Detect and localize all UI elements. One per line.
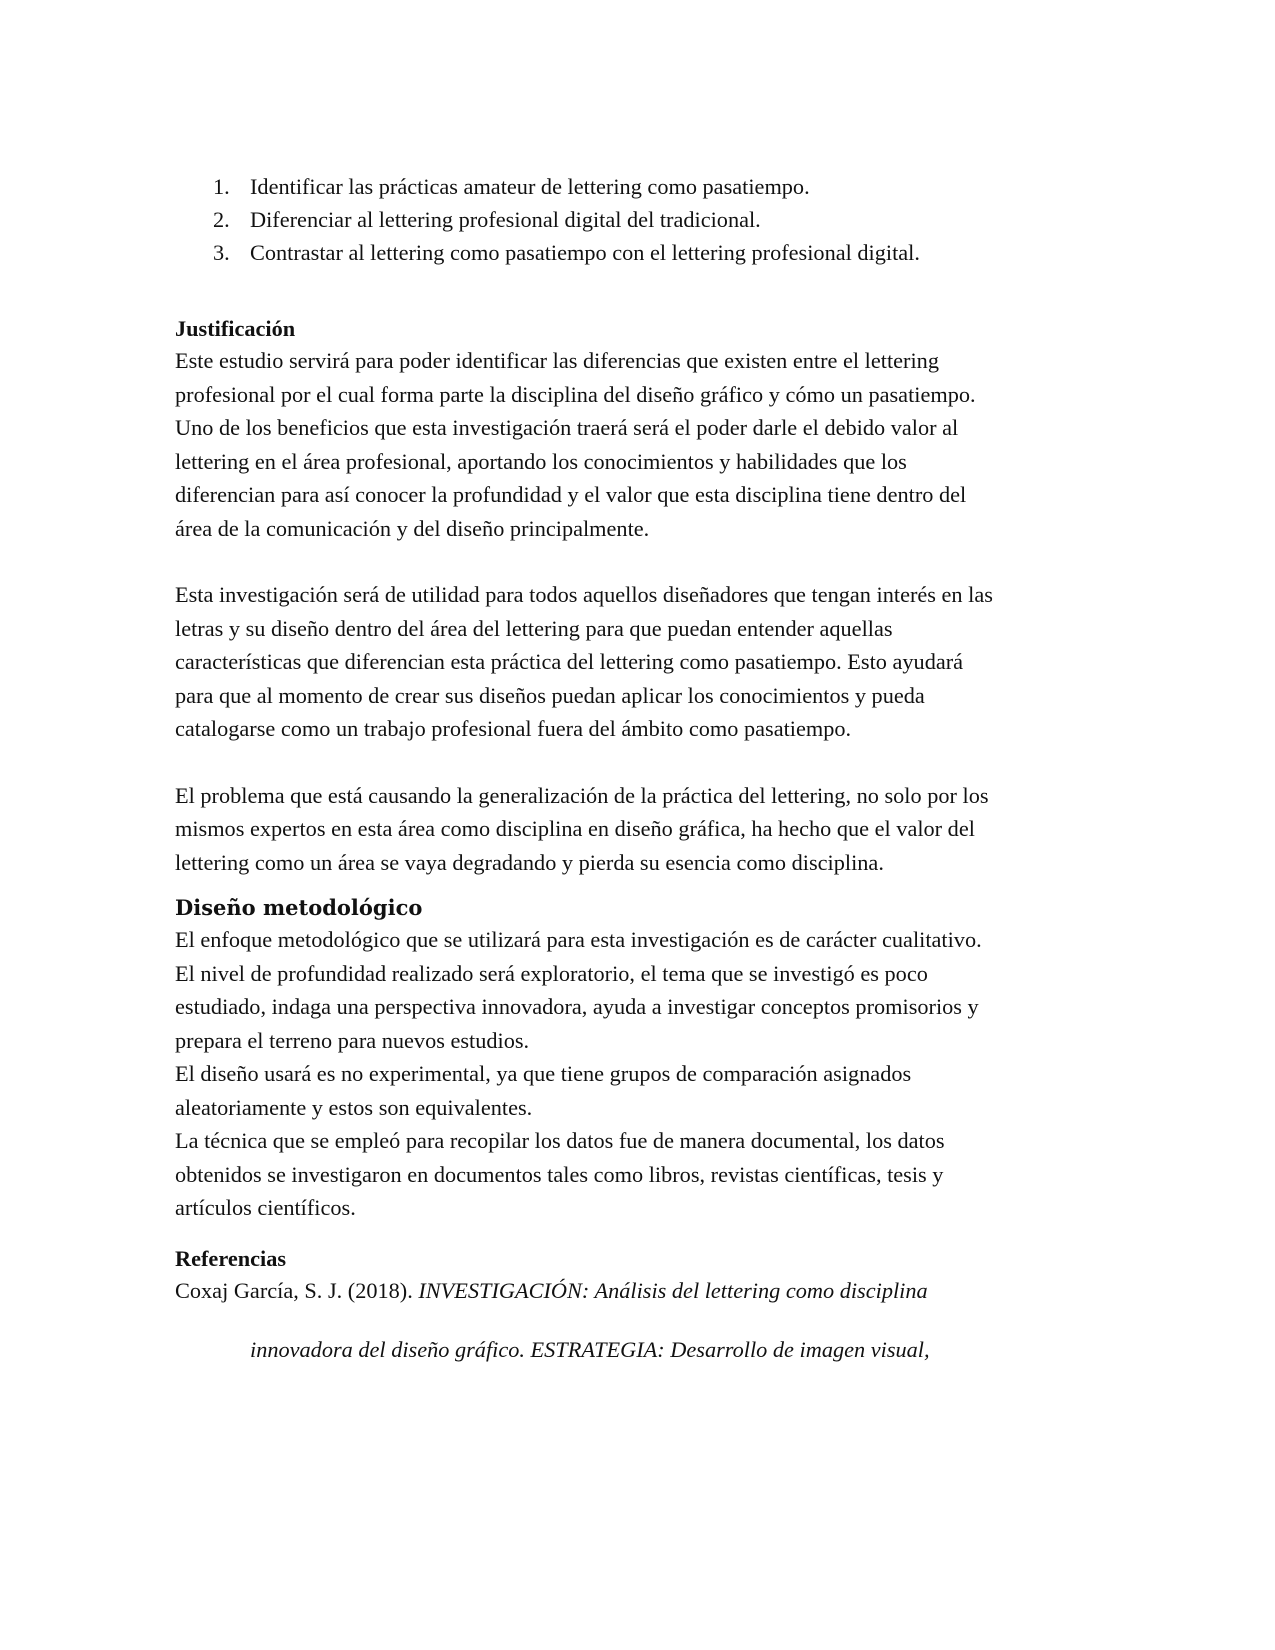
text-line: Esta investigación será de utilidad para todos aquellos diseñadores que tengan interés en las [175, 582, 993, 607]
text-line: aleatoriamente y estos son equivalentes. [175, 1094, 533, 1120]
objectives-list [175, 170, 1125, 269]
text-line: La técnica que se empleó para recopilar los datos fue de manera documental, los datos [175, 1128, 945, 1153]
justification-section [175, 314, 1135, 879]
methodology-paragraph [175, 923, 1135, 1225]
reference-title-continuation: innovadora del diseño gráfico. ESTRATEGIA: Desarrollo de imagen visual, [250, 1337, 930, 1362]
justification-heading: Justificación [175, 316, 296, 341]
text-line: Uno de los beneficios que esta investigación traerá será el poder darle el debido valor al [175, 415, 959, 440]
justification-paragraph-3 [175, 779, 1135, 880]
text-line: estudiado, indaga una perspectiva innovadora, ayuda a investigar conceptos promisorios y [175, 994, 979, 1019]
text-line: mismos expertos en esta área como disciplina en diseño gráfica, ha hecho que el valor del [175, 816, 975, 841]
text-line: El enfoque metodológico que se utilizará para esta investigación es de carácter cualitativo. [175, 927, 982, 952]
text-line: para que al momento de crear sus diseños puedan aplicar los conocimientos y pueda [175, 682, 925, 708]
text-line: obtenidos se investigaron en documentos tales como libros, revistas científicas, tesis y [175, 1161, 944, 1187]
text-line: prepara el terreno para nuevos estudios. [175, 1027, 530, 1053]
list-item [175, 170, 1125, 203]
text-line: letras y su diseño dentro del área del lettering para que puedan entender aquellas [175, 615, 893, 641]
methodology-heading: Diseño metodológico [175, 895, 423, 920]
list-item-text: Identificar las prácticas amateur de lettering como pasatiempo. [250, 174, 810, 199]
text-line: diferencian para así conocer la profundidad y el valor que esta disciplina tiene dentro del [175, 482, 967, 507]
text-line: El problema que está causando la generalización de la práctica del lettering, no solo por los [175, 782, 989, 808]
list-number: 3. [213, 240, 230, 265]
text-line: catalogarse como un trabajo profesional fuera del ámbito como pasatiempo. [175, 716, 852, 741]
list-item-text: Contrastar al lettering como pasatiempo con el lettering profesional digital. [250, 240, 920, 265]
references-heading: Referencias [175, 1246, 287, 1271]
list-item [175, 203, 1125, 236]
text-line: El diseño usará es no experimental, ya que tiene grupos de comparación asignados [175, 1061, 912, 1086]
reference-title: INVESTIGACIÓN: Análisis del lettering como disciplina [418, 1278, 928, 1303]
text-line: artículos científicos. [175, 1195, 356, 1220]
list-item [175, 236, 1125, 269]
text-line: El nivel de profundidad realizado será exploratorio, el tema que se investigó es poco [175, 960, 928, 986]
references-section [175, 1244, 1135, 1366]
text-line: área de la comunicación y del diseño principalmente. [175, 515, 650, 541]
list-number: 2. [213, 207, 230, 232]
text-line: características que diferencian esta práctica del lettering como pasatiempo. Esto ayudará [175, 649, 964, 674]
justification-paragraph-1 [175, 344, 1135, 545]
reference-entry [175, 1274, 1135, 1307]
text-line: lettering en el área profesional, aportando los conocimientos y habilidades que los [175, 448, 907, 474]
list-item-text: Diferenciar al lettering profesional digital del tradicional. [250, 207, 761, 232]
methodology-section [175, 893, 1135, 1225]
list-number: 1. [213, 174, 230, 199]
text-line: Este estudio servirá para poder identificar las diferencias que existen entre el lettering [175, 348, 939, 373]
text-line: profesional por el cual forma parte la disciplina del diseño gráfico y cómo un pasatiempo. [175, 381, 976, 407]
reference-author: Coxaj García, S. J. (2018). [175, 1278, 419, 1303]
justification-paragraph-2 [175, 578, 1135, 746]
text-line: lettering como un área se vaya degradando y pierda su esencia como disciplina. [175, 849, 884, 875]
